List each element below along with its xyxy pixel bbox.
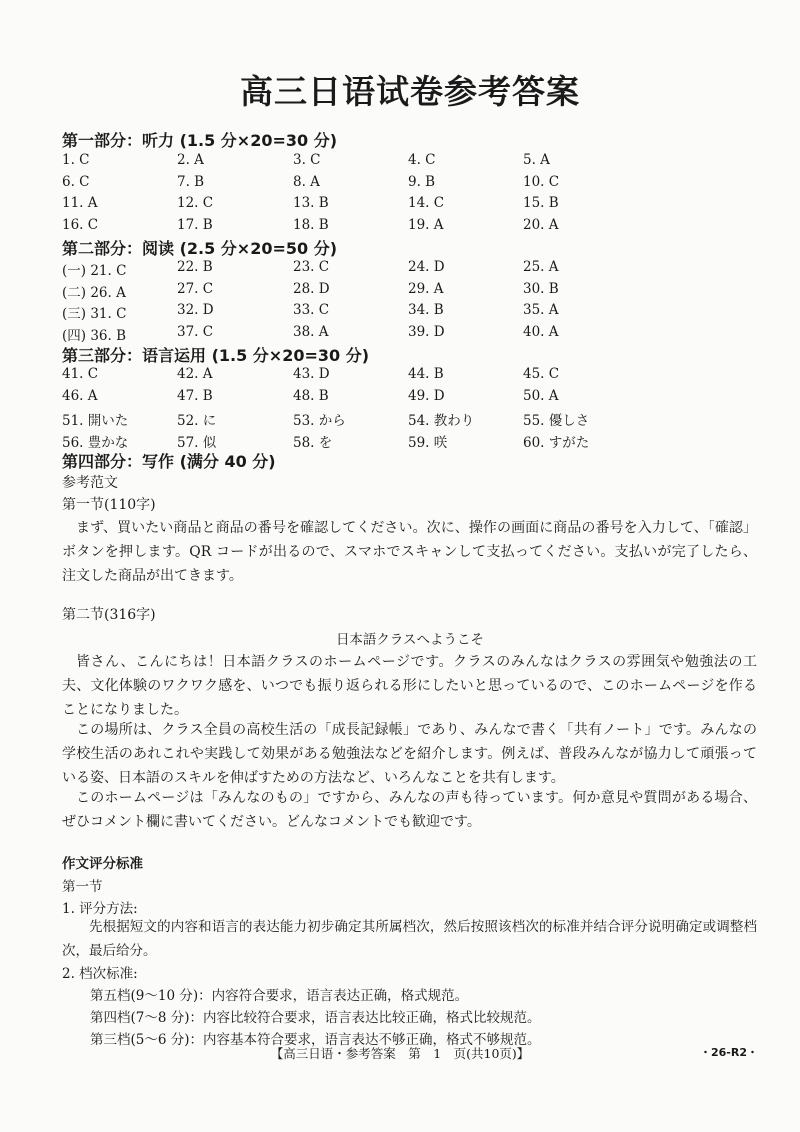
answer-cell: 54. 教わり (408, 413, 475, 429)
answer-cell: 44. B (408, 366, 444, 382)
answer-cell: 25. A (523, 259, 559, 275)
answer-row (62, 195, 622, 217)
answer-cell: 55. 優しさ (523, 413, 590, 429)
reading-answers (62, 259, 622, 345)
section1-label: 第一节(110字) (62, 497, 156, 513)
writing-section-heading: 第四部分：写作 (满分 40 分) (62, 452, 276, 471)
answer-cell: (二) 26. A (62, 284, 126, 301)
page-footer (0, 1044, 800, 1064)
answer-cell: 52. に (177, 413, 217, 429)
answer-cell: 47. B (177, 387, 213, 404)
answer-row (62, 152, 622, 174)
answer-row (62, 302, 622, 324)
answer-cell: (四) 36. B (62, 327, 127, 344)
criteria-section: 第一节 (62, 879, 103, 895)
answer-row (62, 174, 622, 196)
page-title: 高三日语试卷参考答案 (240, 72, 580, 111)
listening-section-heading: 第一部分：听力 (1.5 分×20=30 分) (62, 131, 338, 150)
answer-cell: 45. C (523, 366, 560, 382)
answer-cell: 34. B (408, 302, 444, 318)
answer-cell: 41. C (62, 366, 99, 382)
answer-row (62, 259, 622, 281)
answer-cell: 51. 開いた (62, 413, 129, 429)
answer-row (62, 409, 622, 431)
level-item: 第三档(5～6 分)：内容基本符合要求，语言表达不够正确，格式不够规范。 (90, 1032, 541, 1048)
answer-cell: 56. 豊かな (62, 434, 129, 451)
answer-cell: 57. 似 (177, 434, 217, 451)
answer-cell: 17. B (177, 216, 213, 233)
answer-cell: 48. B (293, 387, 329, 404)
answer-cell: 10. C (523, 173, 560, 190)
criteria-heading: 作文评分标准 (62, 856, 143, 872)
answer-cell: 35. A (523, 302, 559, 318)
answer-cell: 46. A (62, 387, 98, 404)
method-label: 1. 评分方法: (62, 901, 138, 917)
answer-cell: 8. A (293, 173, 320, 190)
answer-cell: 27. C (177, 280, 214, 297)
answer-cell: 28. D (293, 280, 330, 297)
answer-cell: 24. D (408, 259, 445, 275)
language-section-heading: 第三部分：语言运用 (1.5 分×20=30 分) (62, 346, 370, 365)
reference-essay-label: 参考范文 (62, 475, 118, 491)
answer-cell: 43. D (293, 366, 330, 382)
answer-row (62, 281, 622, 303)
answer-cell: 59. 咲 (408, 434, 448, 451)
answer-cell: 1. C (62, 152, 90, 168)
level-item: 第四档(7～8 分)：内容比较符合要求，语言表达比较正确，格式比较规范。 (90, 1010, 541, 1026)
answer-cell: 19. A (408, 216, 444, 233)
level-item: 第五档(9～10 分)：内容符合要求，语言表达正确，格式规范。 (90, 988, 469, 1004)
essay-title: 日本語クラスへようこそ (335, 632, 485, 648)
answer-cell: 9. B (408, 173, 436, 190)
answer-row (62, 217, 622, 239)
answer-cell: (三) 31. C (62, 306, 127, 322)
answer-cell: 15. B (523, 195, 559, 211)
answer-cell: 50. A (523, 387, 559, 404)
answer-cell: 38. A (293, 323, 329, 340)
answer-cell: 3. C (293, 152, 321, 168)
answer-cell: 14. C (408, 195, 445, 211)
answer-cell: 53. から (293, 413, 346, 429)
answer-cell: 6. C (62, 173, 90, 190)
answer-cell: 49. D (408, 387, 445, 404)
answer-cell: 5. A (523, 152, 550, 168)
answer-cell: 22. B (177, 259, 213, 275)
footer-code: ・26-R2・ (700, 1046, 758, 1059)
levels-label: 2. 档次标准: (62, 966, 138, 982)
section1-essay: まず、買いたい商品と商品の番号を確認してください。次に、操作の画面に商品の番号を入力して、「確認」ボタンを押します。QR コードが出るので、スマホでスキャンして支払ってください。支払いが完了したら、注文した商品が出てきます。 (62, 520, 757, 584)
answer-cell: 39. D (408, 323, 445, 340)
answer-cell: 30. B (523, 280, 559, 297)
answer-cell: 7. B (177, 173, 205, 190)
answer-row (62, 366, 622, 388)
answer-cell: 33. C (293, 302, 330, 318)
listening-answers (62, 152, 622, 238)
answer-cell: 12. C (177, 195, 214, 211)
method-text: 先根据短文的内容和语言的表达能力初步确定其所属档次，然后按照该档次的标准并结合评分说明确定或调整档次，最后给分。 (62, 919, 757, 959)
answer-cell: 23. C (293, 259, 330, 275)
answer-cell: 2. A (177, 152, 204, 168)
answer-cell: 13. B (293, 195, 329, 211)
answer-row (62, 324, 622, 346)
answer-cell: 18. B (293, 216, 329, 233)
answer-cell: 4. C (408, 152, 436, 168)
essay-paragraph: このホームページは「みんなのもの」ですから、みんなの声も待っています。何か意見や質問がある場合、ぜひコメント欄に書いてください。どんなコメントでも歓迎です。 (62, 790, 757, 830)
footer-page-info: 【高三日语・参考答案 第 1 页(共10页)】 (270, 1046, 530, 1061)
section2-label: 第二节(316字) (62, 607, 156, 623)
answer-row (62, 388, 622, 410)
reading-section-heading: 第二部分：阅读 (2.5 分×20=50 分) (62, 239, 338, 258)
answer-cell: 20. A (523, 216, 559, 233)
answer-cell: (一) 21. C (62, 263, 127, 279)
answer-cell: 16. C (62, 216, 99, 233)
language-answers (62, 366, 622, 452)
answer-cell: 42. A (177, 366, 213, 382)
answer-cell: 29. A (408, 280, 444, 297)
essay-paragraph: この場所は、クラス全員の高校生活の「成長記録帳」であり、みんなで書く「共有ノート」です。みんなの学校生活のあれこれや実践して効果がある勉強法などを紹介します。例えば、普段みんなが協力して頑張っている姿、日本語のスキルを伸ばすための方法など、いろんなことを共有します。 (62, 722, 757, 786)
essay-paragraph: 皆さん、こんにちは！日本語クラスのホームページです。クラスのみんなはクラスの雰囲気や勉強法の工夫、文化体験のワクワク感を、いつでも振り返られる形にしたいと思っているので、このホームページを作ることになりました。 (62, 654, 757, 718)
answer-cell: 60. すがた (523, 434, 590, 451)
answer-cell: 32. D (177, 302, 214, 318)
answer-cell: 58. を (293, 434, 333, 451)
answer-cell: 37. C (177, 323, 214, 340)
answer-cell: 40. A (523, 323, 559, 340)
answer-cell: 11. A (62, 195, 98, 211)
